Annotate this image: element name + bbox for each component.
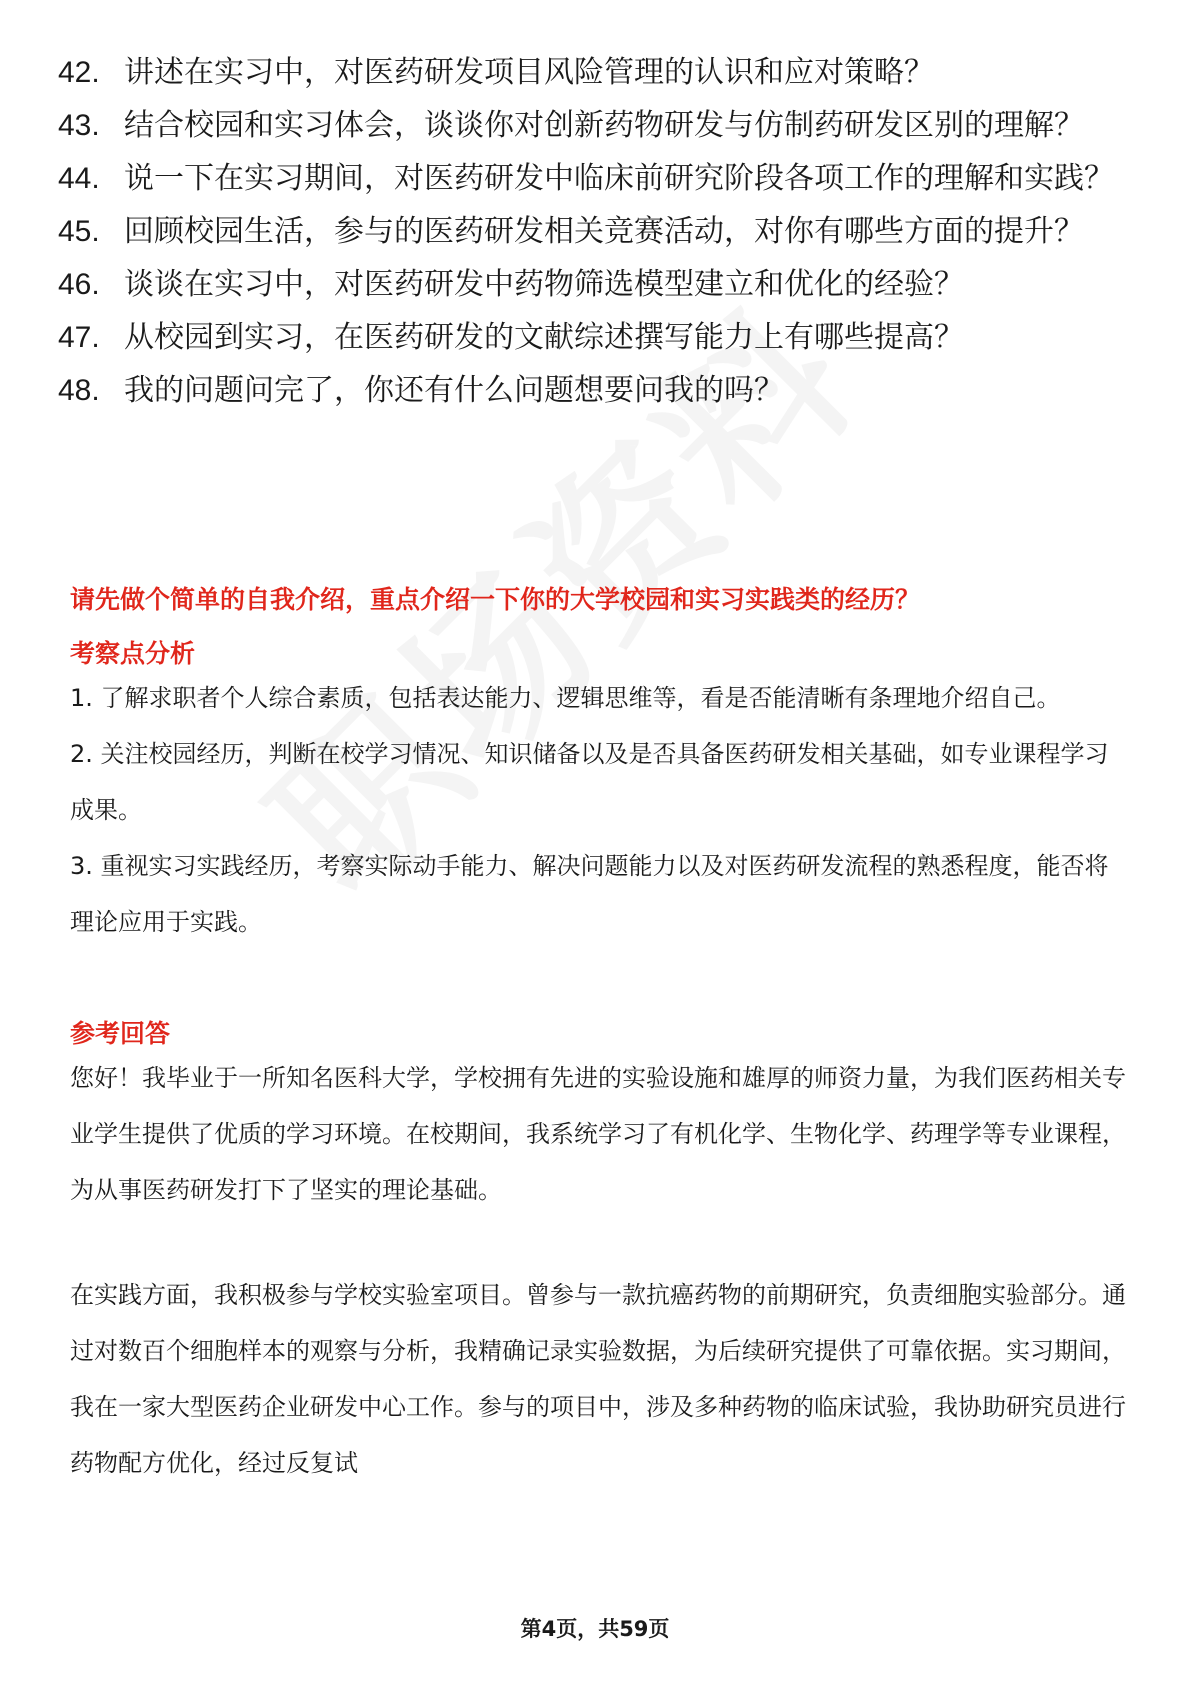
list-item: [58, 264, 1128, 305]
question-text: 说一下在实习期间，对医药研发中临床前研究阶段各项工作的理解和实践？: [124, 161, 1114, 196]
question-text: 从校园到实习，在医药研发的文献综述撰写能力上有哪些提高？: [124, 320, 964, 355]
question-number: 45.: [58, 215, 100, 248]
question-text: 回顾校园生活，参与的医药研发相关竞赛活动，对你有哪些方面的提升？: [124, 214, 1084, 249]
analysis-point: 2. 关注校园经历，判断在校学习情况、知识储备以及是否具备医药研发相关基础，如专业课程学习成果。: [70, 740, 1109, 824]
list-item: [58, 158, 1128, 199]
question-number: 44.: [58, 162, 100, 195]
question-text: 结合校园和实习体会，谈谈你对创新药物研发与仿制药研发区别的理解？: [124, 108, 1084, 143]
question-number: 48.: [58, 374, 100, 407]
question-number: 43.: [58, 109, 100, 142]
analysis-point: 3. 重视实习实践经历，考察实际动手能力、解决问题能力以及对医药研发流程的熟悉程度，能否将理论应用于实践。: [70, 852, 1109, 936]
question-text: 谈谈在实习中，对医药研发中药物筛选模型建立和优化的经验？: [124, 267, 964, 302]
answer-paragraph-2: [70, 1267, 1130, 1491]
answer-text: 您好！我毕业于一所知名医科大学，学校拥有先进的实验设施和雄厚的师资力量，为我们医药相关专业学生提供了优质的学习环境。在校期间，我系统学习了有机化学、生物化学、药理学等专业课程，为从事医药研发打下了坚实的理论基础。: [70, 1064, 1126, 1204]
list-item: [58, 370, 1128, 411]
question-number: 47.: [58, 321, 100, 354]
list-item: [58, 317, 1128, 358]
list-item: [58, 105, 1128, 146]
analysis-point: 1. 了解求职者个人综合素质，包括表达能力、逻辑思维等，看是否能清晰有条理地介绍自己。: [70, 684, 1061, 712]
page-footer: 第4页，共59页: [520, 1617, 670, 1641]
list-item: [58, 52, 1128, 93]
answer-paragraph-1: [70, 1050, 1130, 1218]
answer-text: 在实践方面，我积极参与学校实验室项目。曾参与一款抗癌药物的前期研究，负责细胞实验部分。通过对数百个细胞样本的观察与分析，我精确记录实验数据，为后续研究提供了可靠依据。实习期间，我在一家大型医药企业研发中心工作。参与的项目中，涉及多种药物的临床试验，我协助研究员进行药物配方优化，经过反复试: [70, 1281, 1126, 1477]
answer-heading: 参考回答: [70, 1019, 171, 1048]
main-question-heading: 请先做个简单的自我介绍，重点介绍一下你的大学校园和实习实践类的经历？: [70, 585, 921, 614]
question-number: 46.: [58, 268, 100, 301]
analysis-heading: 考察点分析: [70, 639, 196, 668]
analysis-points: [70, 670, 1130, 950]
list-item: [58, 211, 1128, 252]
question-number: 42.: [58, 56, 100, 89]
question-text: 我的问题问完了，你还有什么问题想要问我的吗？: [124, 373, 784, 408]
question-text: 讲述在实习中，对医药研发项目风险管理的认识和应对策略？: [124, 55, 934, 90]
question-list: [58, 52, 1128, 423]
